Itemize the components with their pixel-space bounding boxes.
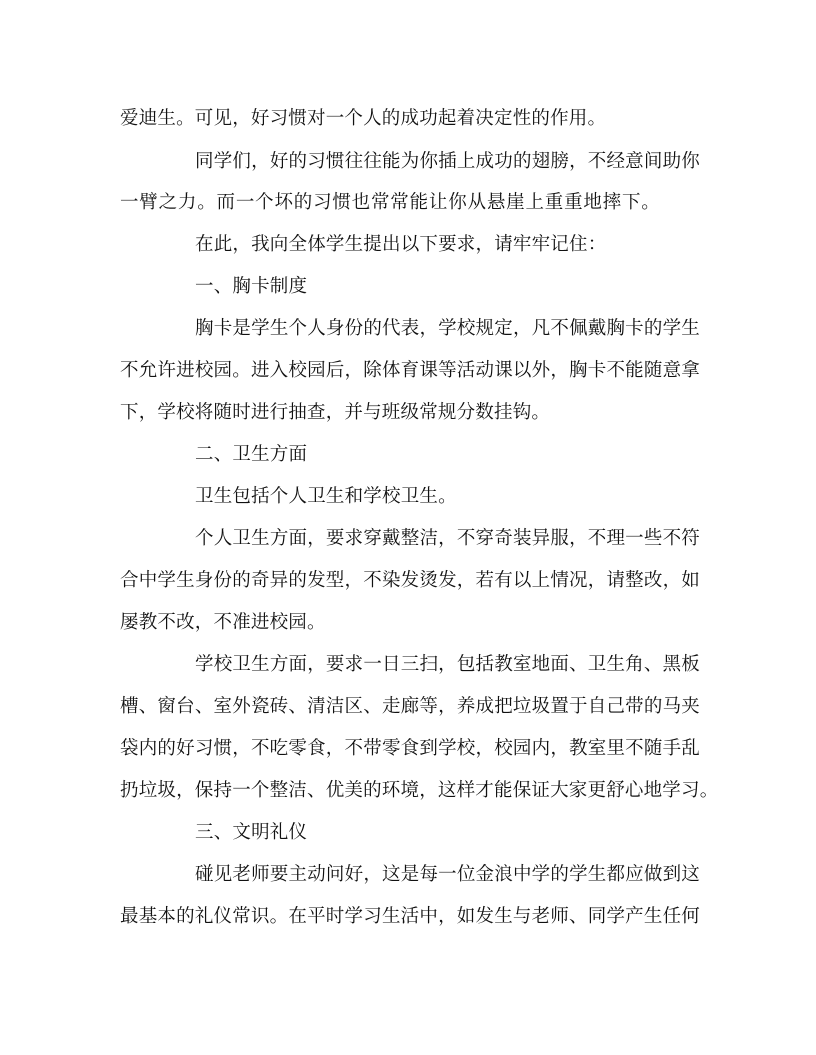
paragraph-line: 屡教不改，不准进校园。 [120,612,326,633]
section-heading: 二、卫生方面 [195,444,308,465]
paragraph-line: 爱迪生。可见，好习惯对一个人的成功起着决定性的作用。 [120,108,607,129]
paragraph-line: 合中学生身份的奇异的发型，不染发烫发，若有以上情况，请整改，如 [120,570,700,591]
paragraph-line: 个人卫生方面，要求穿戴整洁，不穿奇装异服，不理一些不符 [195,528,700,549]
paragraph-line: 碰见老师要主动问好，这是每一位金浪中学的学生都应做到这 [195,864,700,885]
paragraph-line: 一臂之力。而一个坏的习惯也常常能让你从悬崖上重重地摔下。 [120,192,660,213]
section-heading: 一、胸卡制度 [195,276,308,297]
section-heading: 三、文明礼仪 [195,822,308,843]
paragraph-line: 同学们，好的习惯往往能为你插上成功的翅膀，不经意间助你 [195,151,700,172]
paragraph-line: 卫生包括个人卫生和学校卫生。 [195,486,457,507]
paragraph-line: 不允许进校园。进入校园后，除体育课等活动课以外，胸卡不能随意拿 [120,360,700,381]
paragraph-line: 扔垃圾，保持一个整洁、优美的环境，这样才能保证大家更舒心地学习。 [120,780,719,801]
paragraph-line: 槽、窗台、室外瓷砖、清洁区、走廊等，养成把垃圾置于自己带的马夹 [120,696,700,717]
paragraph-line: 下，学校将随时进行抽查，并与班级常规分数挂钩。 [120,402,551,423]
paragraph-line: 胸卡是学生个人身份的代表，学校规定，凡不佩戴胸卡的学生 [195,318,700,339]
paragraph-line: 学校卫生方面，要求一日三扫，包括教室地面、卫生角、黑板 [195,654,700,675]
paragraph-line: 最基本的礼仪常识。在平时学习生活中，如发生与老师、同学产生任何 [120,906,700,927]
paragraph-line: 袋内的好习惯，不吃零食，不带零食到学校，校园内，教室里不随手乱 [120,738,700,759]
paragraph-line: 在此，我向全体学生提出以下要求，请牢牢记住： [195,234,607,255]
